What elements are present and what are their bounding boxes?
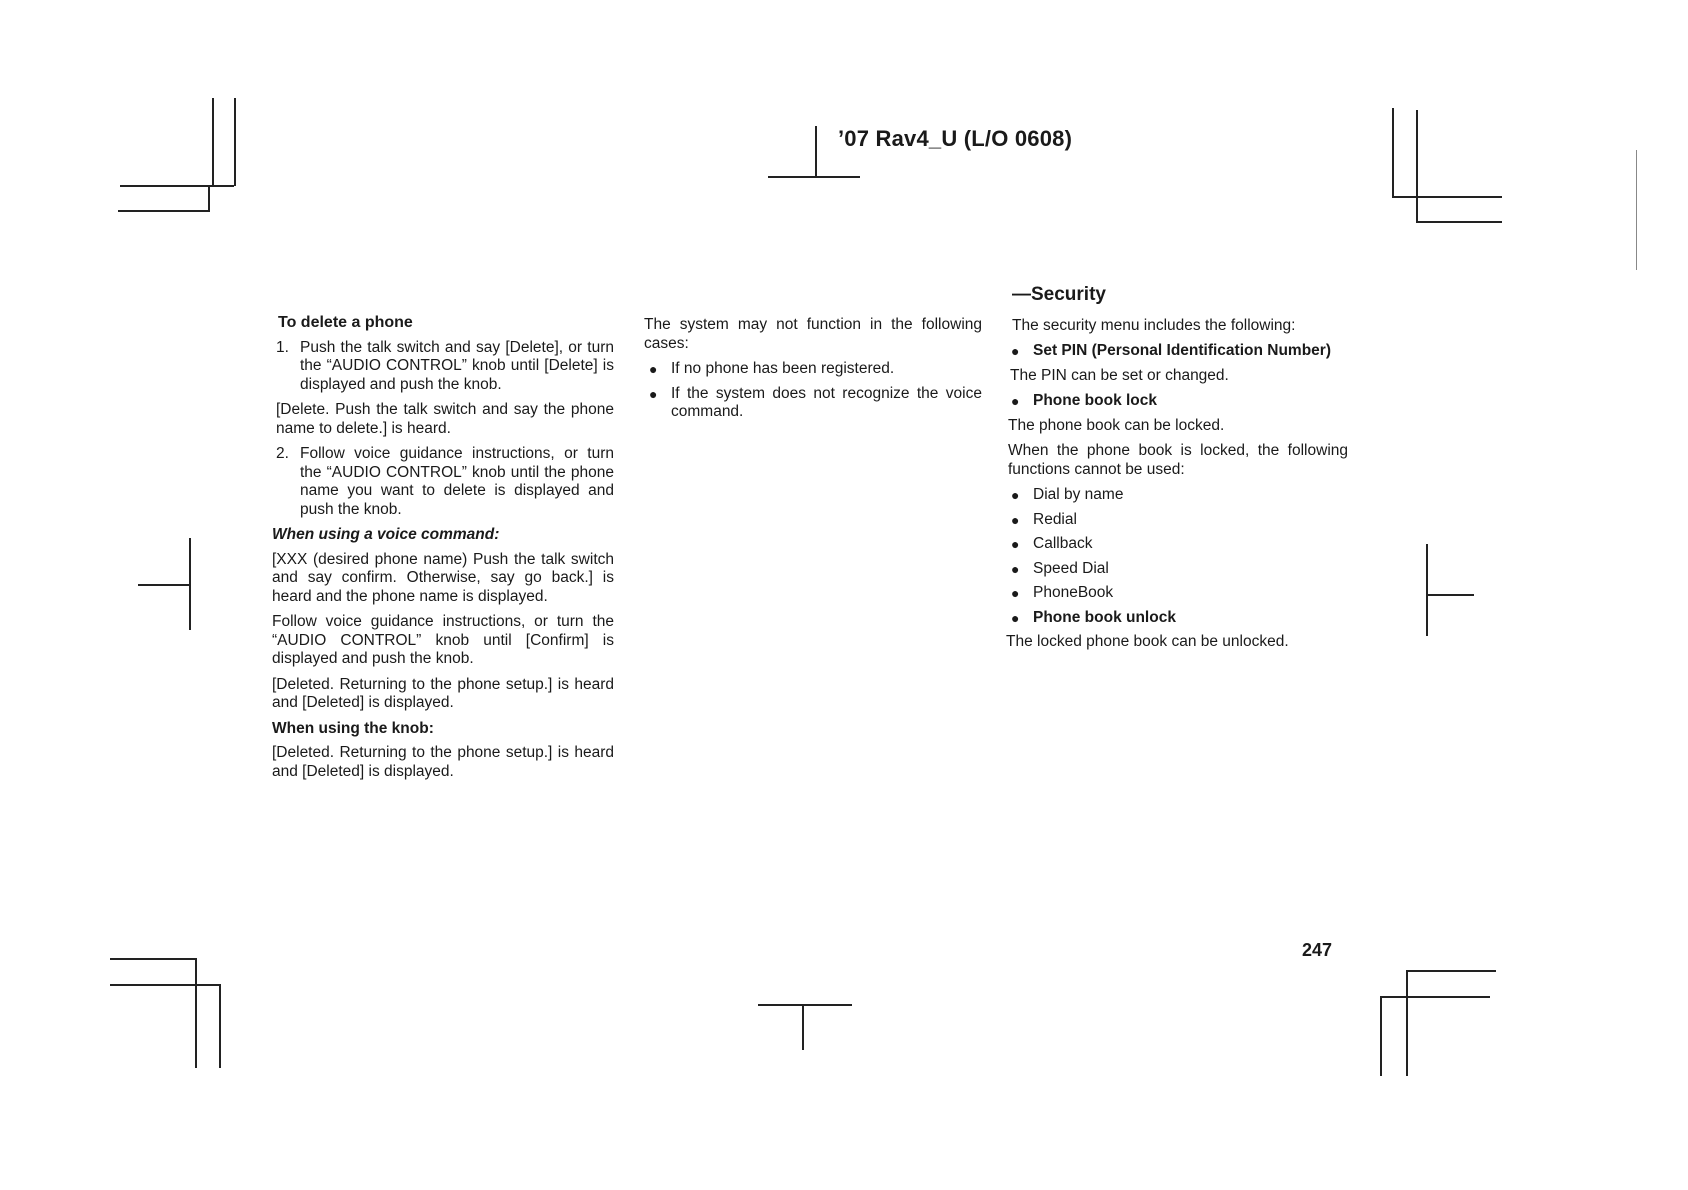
page-number: 247 [1302,940,1333,960]
crop-mark [1392,108,1394,196]
crop-mark [120,185,234,187]
crop-mark [815,126,817,176]
heading-using-knob: When using the knob: [272,719,434,737]
crop-mark [1380,996,1382,1076]
paragraph: When the phone book is locked, the following functions cannot be used: [1008,442,1348,478]
crop-mark [195,958,197,1068]
bullet-icon: ● [1011,560,1020,577]
paragraph: The PIN can be set or changed. [1010,366,1229,384]
paragraph: The system may not function in the following cases: [644,316,982,352]
paragraph: The security menu includes the following: [1012,316,1296,334]
bullet-icon: ● [1011,343,1020,359]
crop-mark [1416,221,1502,223]
bullet-icon: ● [1011,487,1020,503]
crop-mark [110,984,220,986]
bullet-icon: ● [1011,609,1020,626]
crop-mark [802,1004,804,1050]
crop-mark [1406,970,1408,1076]
step-number: 1. [276,338,289,356]
bullet-icon: ● [1011,536,1020,552]
bullet-icon: ● [1011,511,1020,528]
paragraph: [XXX (desired phone name) Push the talk switch and say confirm. Otherwise, say go back.] is heard and the phone name is displayed. [272,550,614,605]
crop-mark [1426,594,1474,596]
list-item-phone-book-unlock: ● Phone book unlock [1006,609,1348,628]
list-item: ● Speed Dial [1006,560,1348,579]
paragraph: The phone book can be locked. [1008,416,1225,434]
list-item-set-pin: ● Set PIN (Personal Identification Number) [1006,342,1348,361]
crop-mark [1406,970,1496,972]
crop-mark [758,1004,852,1006]
crop-mark [768,176,860,178]
heading-delete-phone: To delete a phone [278,314,413,331]
left-column [272,314,614,788]
list-item-phone-book-lock: ● Phone book lock [1006,392,1348,411]
list-item: ● Callback [1006,535,1348,554]
right-column [1006,286,1348,659]
paragraph: [Deleted. Returning to the phone setup.] is heard and [Deleted] is displayed. [272,744,614,780]
step-text: Follow voice guidance instructions, or turn the “AUDIO CONTROL” knob until the phone name you want to delete is displayed and push the knob. [300,445,614,518]
list-item: ● PhoneBook [1006,584,1348,603]
step-2 [272,445,614,519]
step-text: Push the talk switch and say [Delete], or turn the “AUDIO CONTROL” knob until [Delete] is displayed and push the knob. [300,338,614,393]
crop-mark [1426,544,1428,636]
crop-mark [138,584,190,586]
crop-mark [1636,150,1637,270]
list-item: ● If no phone has been registered. [644,360,982,379]
step-1 [272,339,614,395]
step-number: 2. [276,445,289,462]
crop-mark [1416,110,1418,222]
section-title-security: —Security [1012,284,1106,305]
paragraph: [Delete. Push the talk switch and say the phone name to delete.] is heard. [276,401,614,437]
paragraph: The locked phone book can be unlocked. [1006,633,1289,650]
bullet-icon: ● [649,361,658,377]
crop-mark [234,98,236,186]
list-item: ● If the system does not recognize the voice command. [644,385,982,422]
crop-mark [1392,196,1502,198]
document-header: ’07 Rav4_U (L/O 0608) [838,126,1073,151]
crop-mark [219,984,221,1068]
list-item: ● Dial by name [1006,486,1348,505]
heading-voice-command: When using a voice command: [272,526,500,543]
paragraph: Follow voice guidance instructions, or turn the “AUDIO CONTROL” knob until [Confirm] is displayed and push the knob. [272,613,614,667]
bullet-icon: ● [1011,393,1020,409]
crop-mark [118,210,210,212]
middle-column [644,316,982,428]
crop-mark [212,98,214,186]
crop-mark [1380,996,1490,998]
bullet-icon: ● [1011,585,1020,601]
crop-mark [110,958,196,960]
crop-mark [208,185,210,211]
bullet-icon: ● [649,385,658,402]
paragraph: [Deleted. Returning to the phone setup.] is heard and [Deleted] is displayed. [272,675,614,711]
list-item: ● Redial [1006,511,1348,530]
